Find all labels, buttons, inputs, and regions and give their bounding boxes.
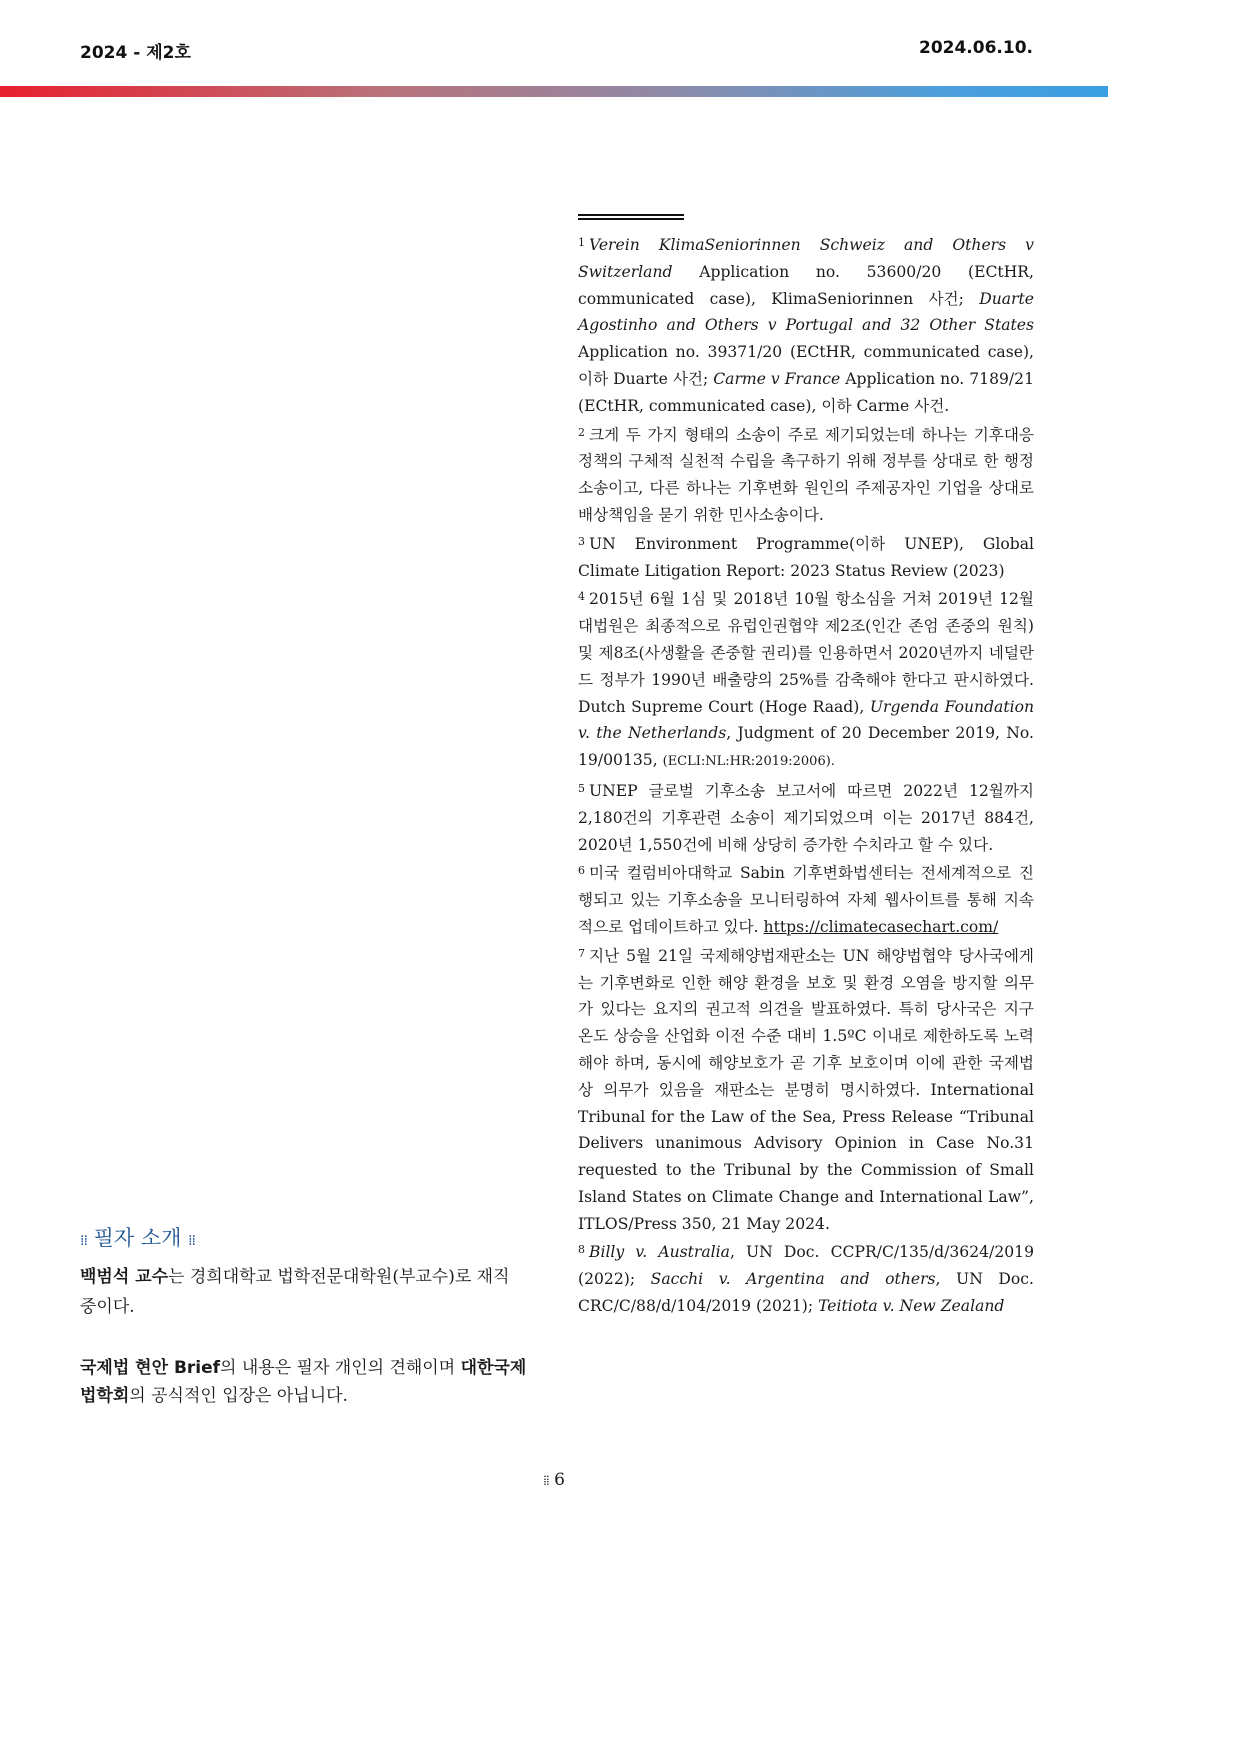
footnote-text: Application no. 39371/20 (ECtHR, communicated case), 이하 Duarte 사건;	[578, 343, 1034, 388]
footnote-text: UNEP 글로벌 기후소송 보고서에 따르면 2022년 12월까지 2,180건의 기후관련 소송이 제기되었으며 이는 2017년 884건, 2020년 1,550건에 비해 상당히 증가한 수치라고 할 수 있다.	[578, 781, 1034, 854]
footnote-number: 4	[578, 590, 585, 604]
footnote-number: 6	[578, 864, 585, 878]
footnote-number: 2	[578, 425, 585, 439]
dots-icon: ⁞⁞	[188, 1233, 196, 1249]
footnote-text: Teitiota v. New Zealand	[818, 1297, 1005, 1316]
footnote-text: (ECLI:NL:HR:2019:2006).	[662, 754, 835, 770]
footnote-number: 8	[578, 1243, 585, 1257]
author-heading-text: 필자 소개	[93, 1226, 182, 1250]
disclaimer-mid: 의 내용은 필자 개인의 견해이며	[220, 1358, 461, 1378]
footnote-text: , UN Doc. CCPR/C/135/d/3624/2019 (2022);	[578, 1243, 1034, 1289]
dots-icon: ⁞⁞	[542, 1473, 549, 1489]
footnote-text: 크게 두 가지 형태의 소송이 주로 제기되었는데 하나는 기후대응정책의 구체적 실천적 수립을 촉구하기 위해 정부를 상대로 한 행정소송이고, 다른 하나는 기후변화 원인의 주제공자인 기업을 상대로 배상책임을 묻기 위한 민사소송이다.	[578, 425, 1034, 524]
footnote-text: UN Environment Programme(이하 UNEP), Global Climate Litigation Report: 2023 Status Review (2023)	[578, 534, 1034, 580]
footnotes	[578, 230, 1034, 1320]
footnote-text: Urgenda Foundation v. the Netherlands	[578, 697, 1035, 743]
dots-icon: ⁞⁞	[80, 1233, 87, 1249]
author-bio	[80, 1262, 520, 1322]
footnote-number: 5	[578, 781, 585, 795]
footnote	[578, 230, 1034, 420]
page-number	[0, 1470, 1108, 1490]
author-name: 백범석 교수	[80, 1267, 169, 1287]
disclaimer-society: 대한국제법학회	[80, 1358, 527, 1406]
footnote-text: Sacchi v. Argentina and others	[650, 1270, 936, 1289]
footnote-number: 7	[578, 946, 585, 960]
page-number-text: 6	[554, 1470, 565, 1490]
footnote	[578, 584, 1034, 776]
footnote	[578, 858, 1034, 940]
issue-number: 2024 - 제2호	[80, 43, 191, 63]
footnote-text: 2015년 6월 1심 및 2018년 10월 항소심을 거쳐 2019년 12월 대법원은 최종적으로 유럽인권협약 제2조(인간 존엄 존중의 원칙) 및 제8조(사생활을 존중할 권리)를 인용하면서 2020년까지 네덜란드 정부가 1990년 배출량의 25%를 감축해야 한다고 판시하였다. Dutch Supreme Court (Hoge Raad),	[578, 590, 1034, 716]
disclaimer-end: 의 공식적인 입장은 아닙니다.	[129, 1386, 348, 1406]
footnote-text: , UN Doc. CRC/C/88/d/104/2019 (2021);	[578, 1270, 1034, 1316]
footnote	[578, 420, 1034, 529]
footnote-text: Application no. 53600/20 (ECtHR, communicated case), KlimaSeniorinnen 사건;	[578, 262, 1034, 308]
footnote-text: , Judgment of 20 December 2019, No. 19/00135,	[578, 724, 1034, 770]
author-bio-text: 는 경희대학교 법학전문대학원(부교수)로 재직 중이다.	[80, 1267, 510, 1317]
footnote	[578, 776, 1034, 858]
footnote-number: 3	[578, 534, 585, 548]
footnote-number: 1	[578, 236, 585, 249]
footnote-text: Carme v France	[713, 369, 841, 388]
footnote	[578, 1237, 1034, 1319]
disclaimer-brief: 국제법 현안 Brief	[80, 1358, 221, 1378]
footnote-text: 미국 컬럼비아대학교 Sabin 기후변화법센터는 전세계적으로 진행되고 있는 기후소송을 모니터링하여 자체 웹사이트를 통해 지속적으로 업데이트하고 있다.	[578, 864, 1034, 936]
footnote-text: Verein KlimaSeniorinnen Schweiz and Others v Switzerland	[578, 236, 1034, 281]
header-gradient-bar	[0, 86, 1108, 97]
author-section-heading	[80, 1222, 195, 1252]
footnote-separator	[578, 214, 684, 220]
footnote-link[interactable]: https://climatecasechart.com/	[763, 917, 999, 936]
footnote-text: 지난 5월 21일 국제해양법재판소는 UN 해양법협약 당사국에게는 기후변화로 인한 해양 환경을 보호 및 환경 오염을 방지할 의무가 있다는 요지의 권고적 의견을 발표하였다. 특히 당사국은 지구 온도 상승을 산업화 이전 수준 대비 1.5ºC 이내로 제한하도록 노력해야 하며, 동시에 해양보호가 곧 기후 보호이며 이에 관한 국제법상 의무가 있음을 재판소는 분명히 명시하였다. International Tribunal for the Law of the Sea, Press Release “Tribunal Delivers unanimous Advisory Opinion in Case No.31 requested to the Tribunal by the Commission of Small Island States on Climate Change and International Law”, ITLOS/Press 350, 21 May 2024.	[578, 946, 1034, 1233]
footnote	[578, 529, 1034, 585]
footnote	[578, 941, 1034, 1238]
footnote-text: Duarte Agostinho and Others v Portugal and 32 Other States	[578, 289, 1034, 335]
footnote-text: Billy v. Australia	[589, 1243, 730, 1262]
disclaimer	[80, 1354, 540, 1410]
footnote-text: Application no. 7189/21 (ECtHR, communicated case), 이하 Carme 사건.	[578, 369, 1035, 415]
issue-date: 2024.06.10.	[918, 38, 1033, 58]
